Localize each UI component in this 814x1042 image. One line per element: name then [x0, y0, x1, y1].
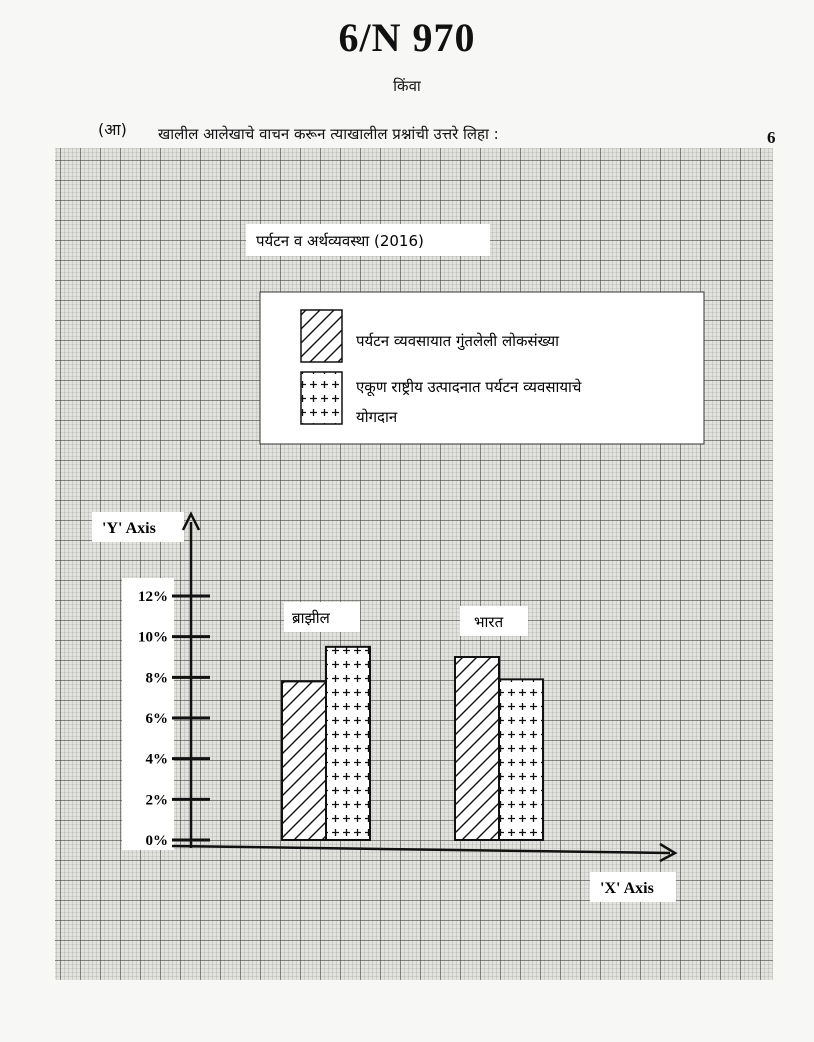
y-tick-label: 2% [145, 792, 168, 809]
legend-swatch-plus [301, 372, 342, 424]
graph-paper [55, 148, 773, 980]
y-tick-label: 8% [145, 670, 168, 687]
y-axis-label-box [92, 512, 184, 542]
paper-code: 6/N 970 [338, 15, 476, 60]
bar-hatch-1 [455, 657, 499, 840]
y-axis-label: 'Y' Axis [102, 520, 156, 537]
question-text: खालील आलेखाचे वाचन करून त्याखालील प्रश्नांची उत्तरे लिहा : [158, 125, 499, 143]
x-axis-label-box [590, 872, 676, 902]
y-tick-label: 4% [145, 751, 168, 768]
y-tick-label: 12% [138, 589, 168, 605]
marks: 6 [767, 128, 776, 147]
chart-title-box [246, 224, 490, 256]
legend-swatch-hatch [301, 310, 342, 362]
x-axis-label: 'X' Axis [600, 880, 654, 897]
bar-plus-1 [499, 679, 543, 840]
y-tick-label: 0% [145, 833, 168, 849]
y-tick-label: 10% [138, 629, 168, 646]
legend-label-0: पर्यटन व्यवसायात गुंतलेली लोकसंख्या [356, 332, 560, 350]
legend [260, 292, 704, 444]
chart-title: पर्यटन व अर्थव्यवस्था (2016) [256, 232, 424, 250]
question-label: (आ) [98, 120, 127, 139]
or-label: किंवा [393, 77, 421, 95]
legend-label-1-cont: योगदान [356, 408, 398, 426]
bar-hatch-0 [282, 681, 326, 840]
y-tick-label: 6% [145, 711, 168, 727]
category-label-brazil: ब्राझील [292, 609, 330, 627]
category-label-india: भारत [474, 613, 504, 631]
bar-plus-0 [326, 647, 370, 840]
legend-label-1: एकूण राष्ट्रीय उत्पादनात पर्यटन व्यवसायाचे [356, 378, 582, 396]
